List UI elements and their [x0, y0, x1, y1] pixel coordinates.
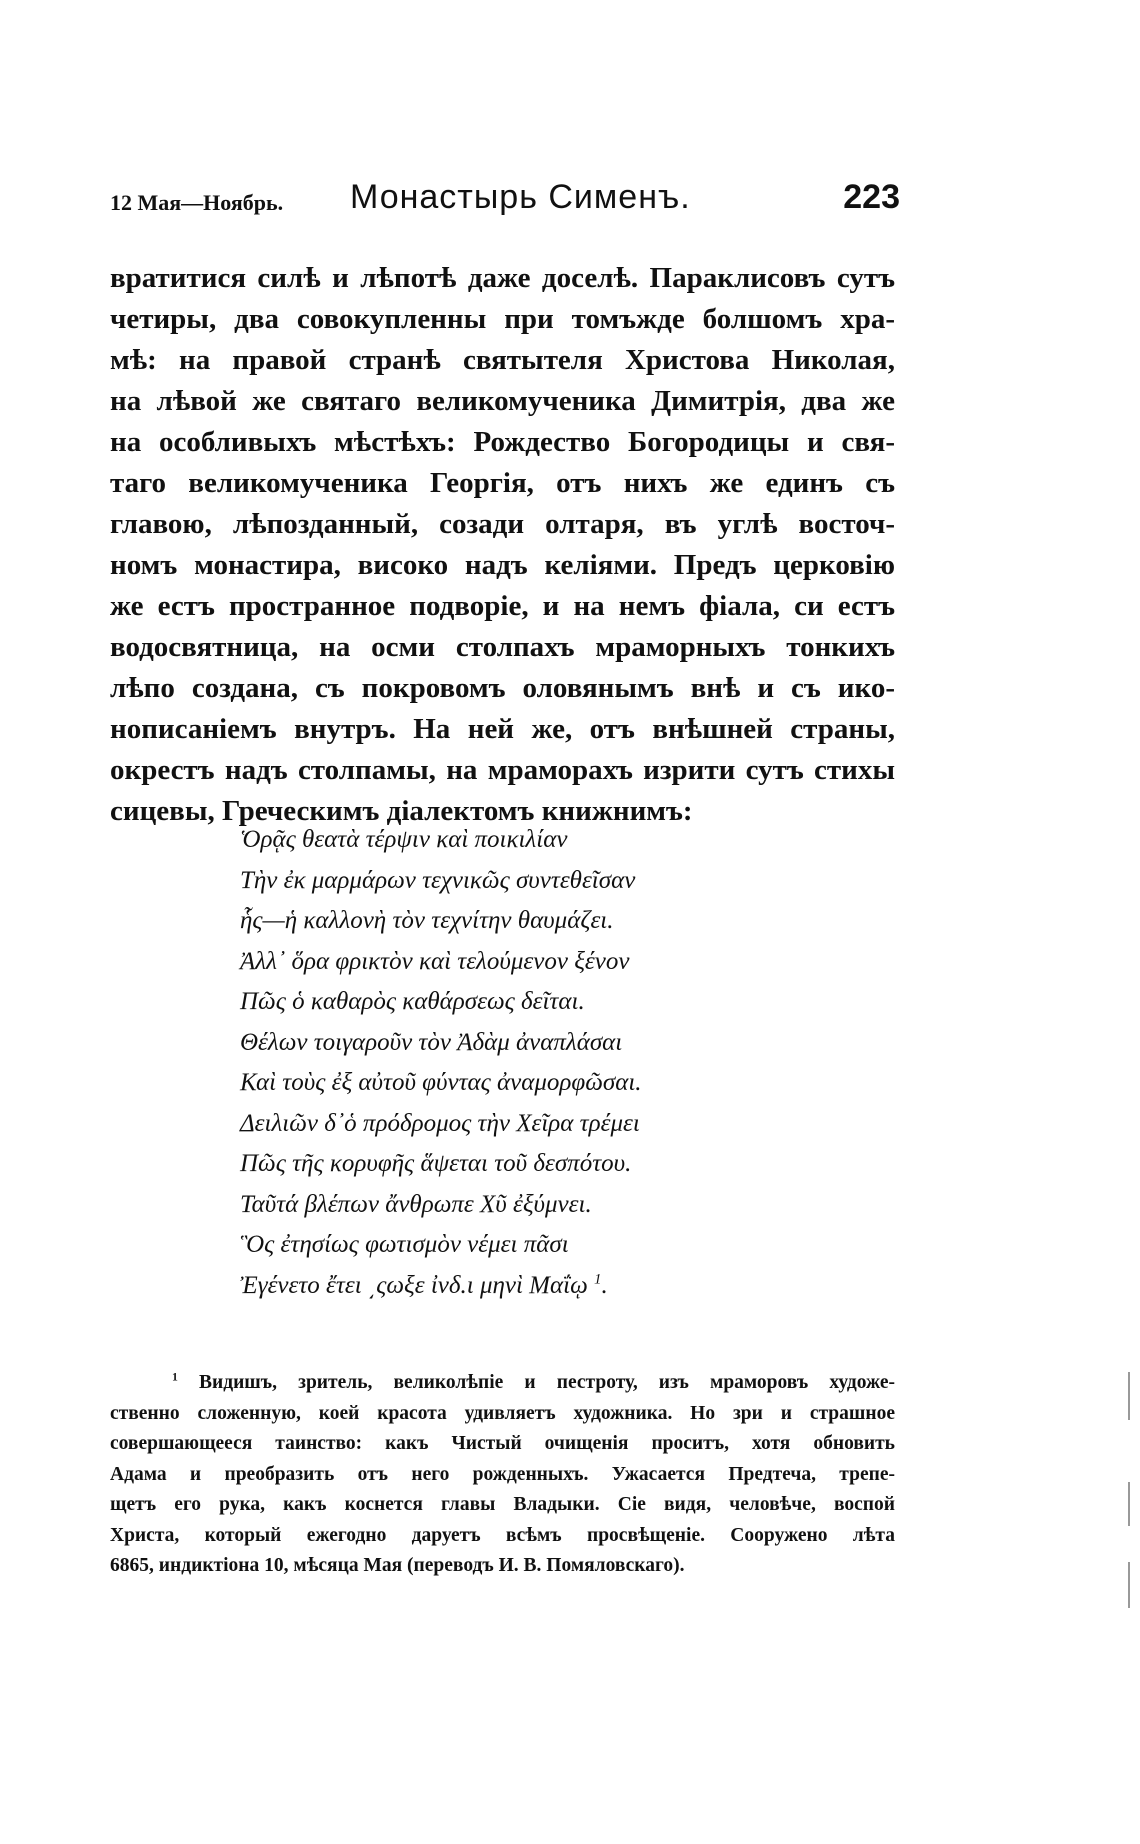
verse-line: Καὶ τοὺς ἐξ αὐτοῦ φύντας ἀναμορφῶσαι. — [240, 1069, 642, 1096]
footnote-line: щетъ его рука, какъ коснется главы Владыки. Сіе видя, человѣче, воспой — [110, 1494, 895, 1515]
verse-line: Ὁρᾷς θεατὰ τέρψιν καὶ ποικιλίαν — [240, 826, 568, 853]
text-line: вратитися силѣ и лѣпотѣ даже доселѣ. Параклисовъ сутъ — [110, 262, 895, 294]
verse-line: Ὃς ἐτησίως φωτισμὸν νέμει πᾶσι — [240, 1231, 569, 1258]
footnote-line: Адама и преобразить отъ него рожденныхъ. Ужасается Предтеча, трепе- — [110, 1463, 895, 1485]
verse-line: Πῶς τῆς κορυφῆς ἅψεται τοῦ δεσπότου. — [240, 1150, 632, 1177]
verse-line: Ἀλλ᾽ ὅρα φρικτὸν καὶ τελούμενον ξένον — [240, 947, 630, 975]
text-line: главою, лѣпозданный, созади олтаря, въ углѣ восточ- — [110, 508, 895, 540]
text-line: сицевы, Греческимъ діалектомъ книжнимъ: — [110, 795, 693, 827]
text-line: мѣ: на правой странѣ святытеля Христова Николая, — [110, 344, 895, 376]
footnote-reference: 1 — [593, 1271, 602, 1288]
text-line: нописаніемъ внутръ. На ней же, отъ внѣшней страны, — [110, 713, 895, 745]
header-date-range: 12 Мая—Ноябрь. — [110, 190, 284, 215]
scan-artifact-line — [1128, 1482, 1130, 1526]
text-line: же естъ пространное подворіе, и на немъ фіала, си естъ — [110, 590, 895, 622]
page-number: 223 — [843, 178, 900, 216]
text-line: окрестъ надъ столпамы, на мраморахъ изрити сутъ стихы — [110, 754, 895, 786]
verse-line: Δειλιῶν δ᾽ὁ πρόδρομος τὴν Χεῖρα τρέμει — [240, 1109, 640, 1137]
footnote-line-text: Видишъ, зритель, великолѣпіе и пестроту, изъ мраморовъ художе- — [198, 1372, 896, 1393]
main-text — [110, 258, 895, 832]
text-line: четиры, два совокупленны при томъжде болшомъ хра- — [110, 303, 895, 335]
text-line: лѣпо создана, съ покровомъ оловянымъ внѣ и съ ико- — [110, 672, 895, 704]
footnote-line: Христа, который ежегодно даруетъ всѣмъ просвѣщеніе. Сооружено лѣта — [110, 1524, 895, 1546]
scan-artifact-line — [1128, 1372, 1130, 1420]
text-line: на особливыхъ мѣстѣхъ: Рождество Богородицы и свя- — [110, 426, 895, 458]
verse-line: Τὴν ἐκ μαρμάρων τεχνικῶς συντεθεῖσαν — [240, 866, 636, 894]
scan-margin-marks — [1128, 1372, 1131, 1612]
running-header — [110, 178, 900, 228]
verse-line: ἧς—ἡ καλλονὴ τὸν τεχνίτην θαυμάζει. — [240, 907, 614, 934]
footnote-line: ственно сложенную, коей красота удивляетъ художника. Но зри и страшное — [110, 1402, 895, 1424]
footnote-marker: 1 — [172, 1370, 178, 1384]
scan-artifact-line — [1128, 1562, 1130, 1608]
text-line: на лѣвой же святаго великомученика Димитрія, два же — [110, 385, 895, 417]
verse-line: Πῶς ὁ καθαρὸς καθάρσεως δεῖται. — [240, 988, 585, 1015]
footnote — [110, 1368, 895, 1582]
footnote-line: совершающееся таинство: какъ Чистый очищенія проситъ, хотя обновить — [110, 1433, 895, 1454]
verse-line-last: Ἐγένετο ἔτει ͵ςωξε ἰνδ.ι μηνὶ Μαΐῳ $^1$. — [240, 1271, 608, 1299]
verse-line: Θέλων τοιγαροῦν τὸν Ἀδὰμ ἀναπλάσαι — [240, 1028, 623, 1056]
greek-inscription — [240, 820, 860, 1306]
text-line: таго великомученика Георгія, отъ нихъ же единъ съ — [110, 467, 895, 499]
verse-line-text: Ἐγένετο ἔτει ͵ςωξε ἰνδ.ι μηνὶ Μαΐῳ — [240, 1271, 588, 1299]
text-line: водосвятница, на осми столпахъ мраморныхъ тонкихъ — [110, 631, 895, 663]
footnote-line — [110, 1368, 895, 1399]
text-line: номъ монастира, високо надъ келіями. Предъ церковію — [110, 549, 895, 581]
footnote-line: 6865, индиктіона 10, мѣсяца Мая (переводъ И. В. Помяловскаго). — [110, 1555, 685, 1576]
header-title: Монастырь Сименъ. — [350, 178, 691, 216]
verse-line: Ταῦτά βλέπων ἄνθρωπε Χῦ ἐξύμνει. — [240, 1190, 592, 1218]
